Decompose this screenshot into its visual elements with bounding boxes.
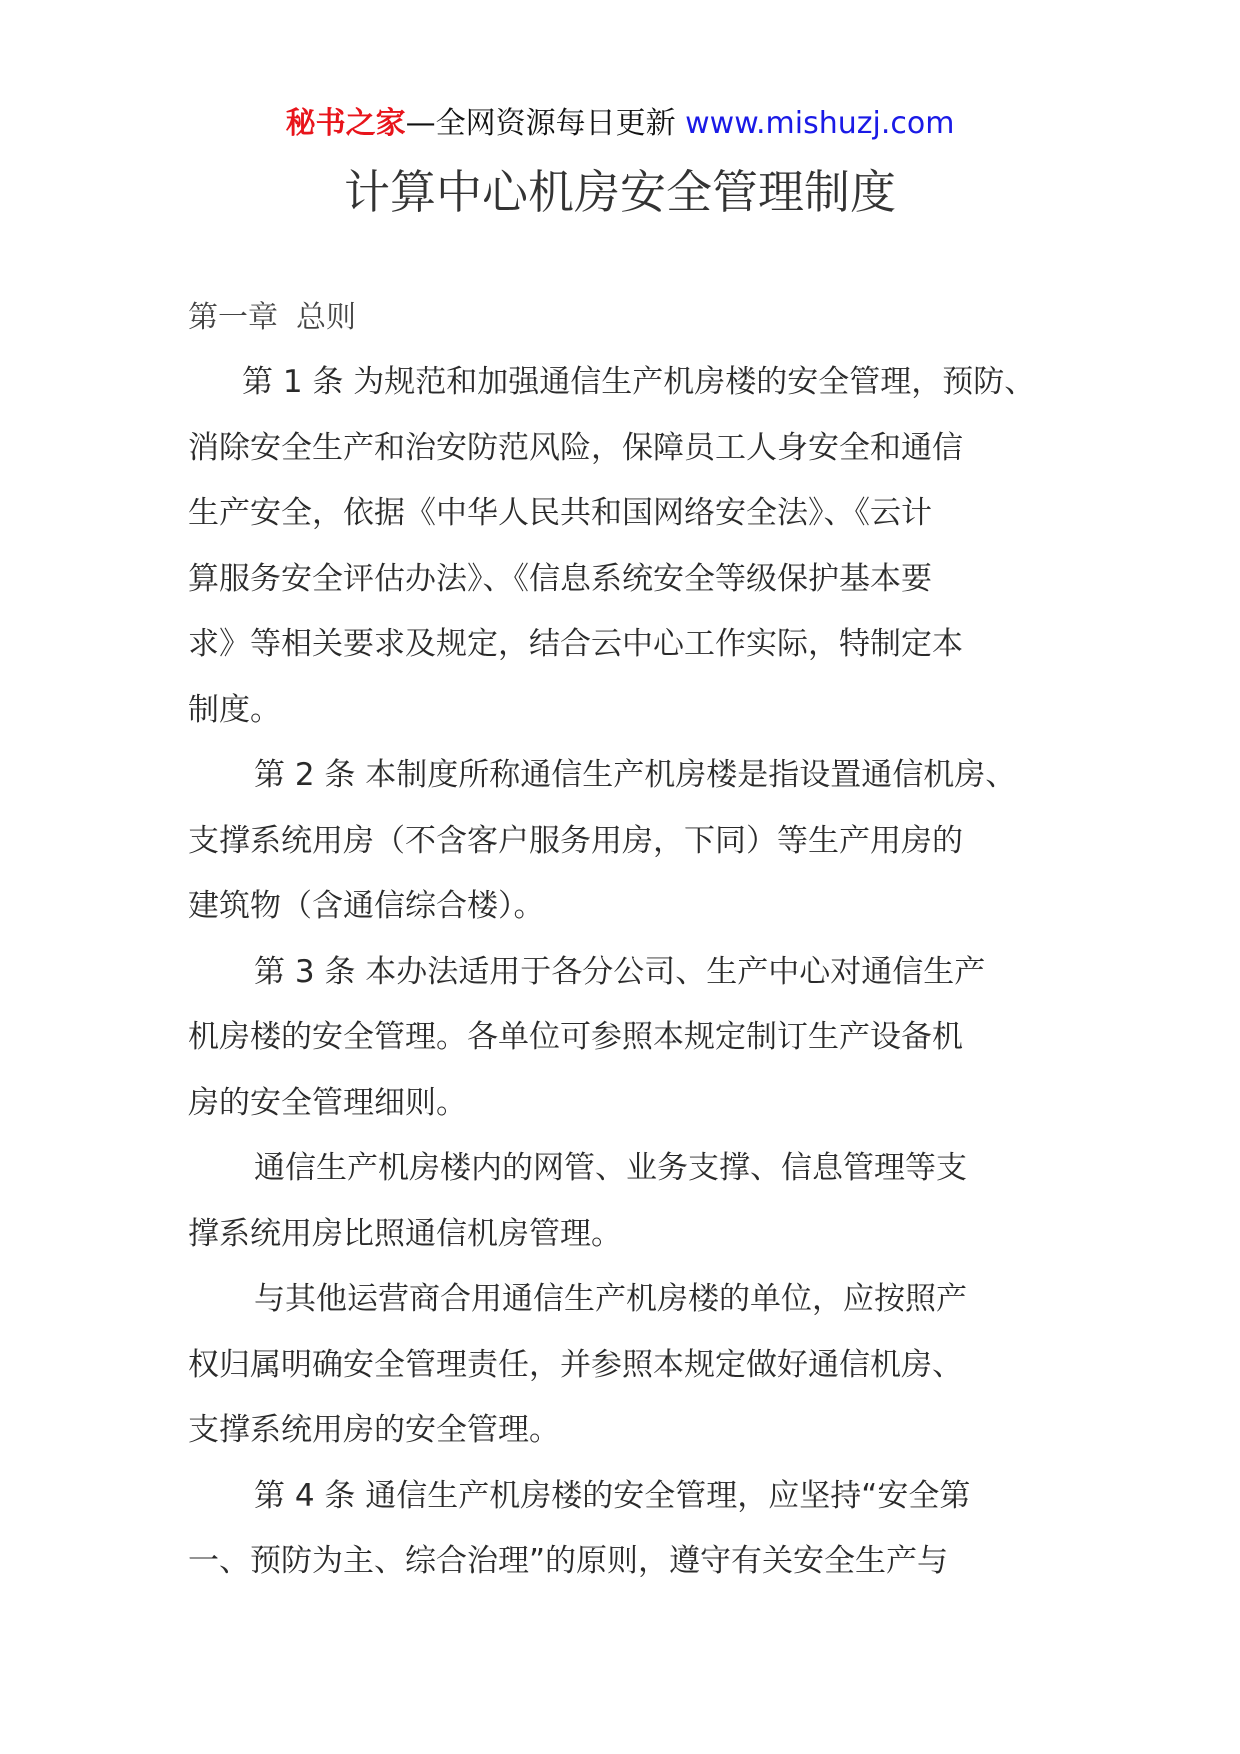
chapter-number: 第一章 xyxy=(188,300,278,335)
document-title: 计算中心机房安全管理制度 xyxy=(344,165,896,219)
site-url-link[interactable]: www.mishuzj.com xyxy=(685,106,955,141)
text-line: 建筑物（含通信综合楼）。 xyxy=(188,888,545,924)
text-line: 消除安全生产和治安防范风险，保障员工人身安全和通信 xyxy=(188,429,963,466)
text-line: 支撑系统用房（不含客户服务用房，下同）等生产用房的 xyxy=(188,822,963,859)
text-line: 第 2 条 本制度所称通信生产机房楼是指设置通信机房、 xyxy=(254,757,1017,793)
text-line: 第 1 条 为规范和加强通信生产机房楼的安全管理，预防、 xyxy=(242,364,1036,400)
text-line: 算服务安全评估办法》、《信息系统安全等级保护基本要 xyxy=(188,560,932,597)
text-line: 房的安全管理细则。 xyxy=(188,1084,467,1121)
text-line: 求》等相关要求及规定，结合云中心工作实际，特制定本 xyxy=(188,626,963,662)
text-line: 第 3 条 本办法适用于各分公司、生产中心对通信生产 xyxy=(254,953,986,990)
body-text xyxy=(188,358,1068,1603)
text-line: 机房楼的安全管理。各单位可参照本规定制订生产设备机 xyxy=(188,1019,963,1055)
text-line: 支撑系统用房的安全管理。 xyxy=(188,1412,560,1448)
site-brand: 秘书之家 xyxy=(285,106,406,141)
text-line: 第 4 条 通信生产机房楼的安全管理，应坚持“安全第 xyxy=(254,1477,971,1514)
text-line: 制度。 xyxy=(188,691,281,728)
text-line: 权归属明确安全管理责任，并参照本规定做好通信机房、 xyxy=(188,1346,963,1383)
text-line: 生产安全，依据《中华人民共和国网络安全法》、《云计 xyxy=(188,495,932,531)
text-line: 通信生产机房楼内的网管、业务支撑、信息管理等支 xyxy=(254,1150,967,1186)
text-line: 与其他运营商合用通信生产机房楼的单位，应按照产 xyxy=(254,1281,967,1317)
site-header xyxy=(0,100,1240,148)
text-line: 一、预防为主、综合治理”的原则，遵守有关安全生产与 xyxy=(188,1543,949,1579)
chapter-heading xyxy=(188,296,356,340)
site-slogan: —全网资源每日更新 xyxy=(405,106,686,141)
chapter-name: 总则 xyxy=(296,300,356,335)
text-line: 撑系统用房比照通信机房管理。 xyxy=(188,1215,622,1252)
